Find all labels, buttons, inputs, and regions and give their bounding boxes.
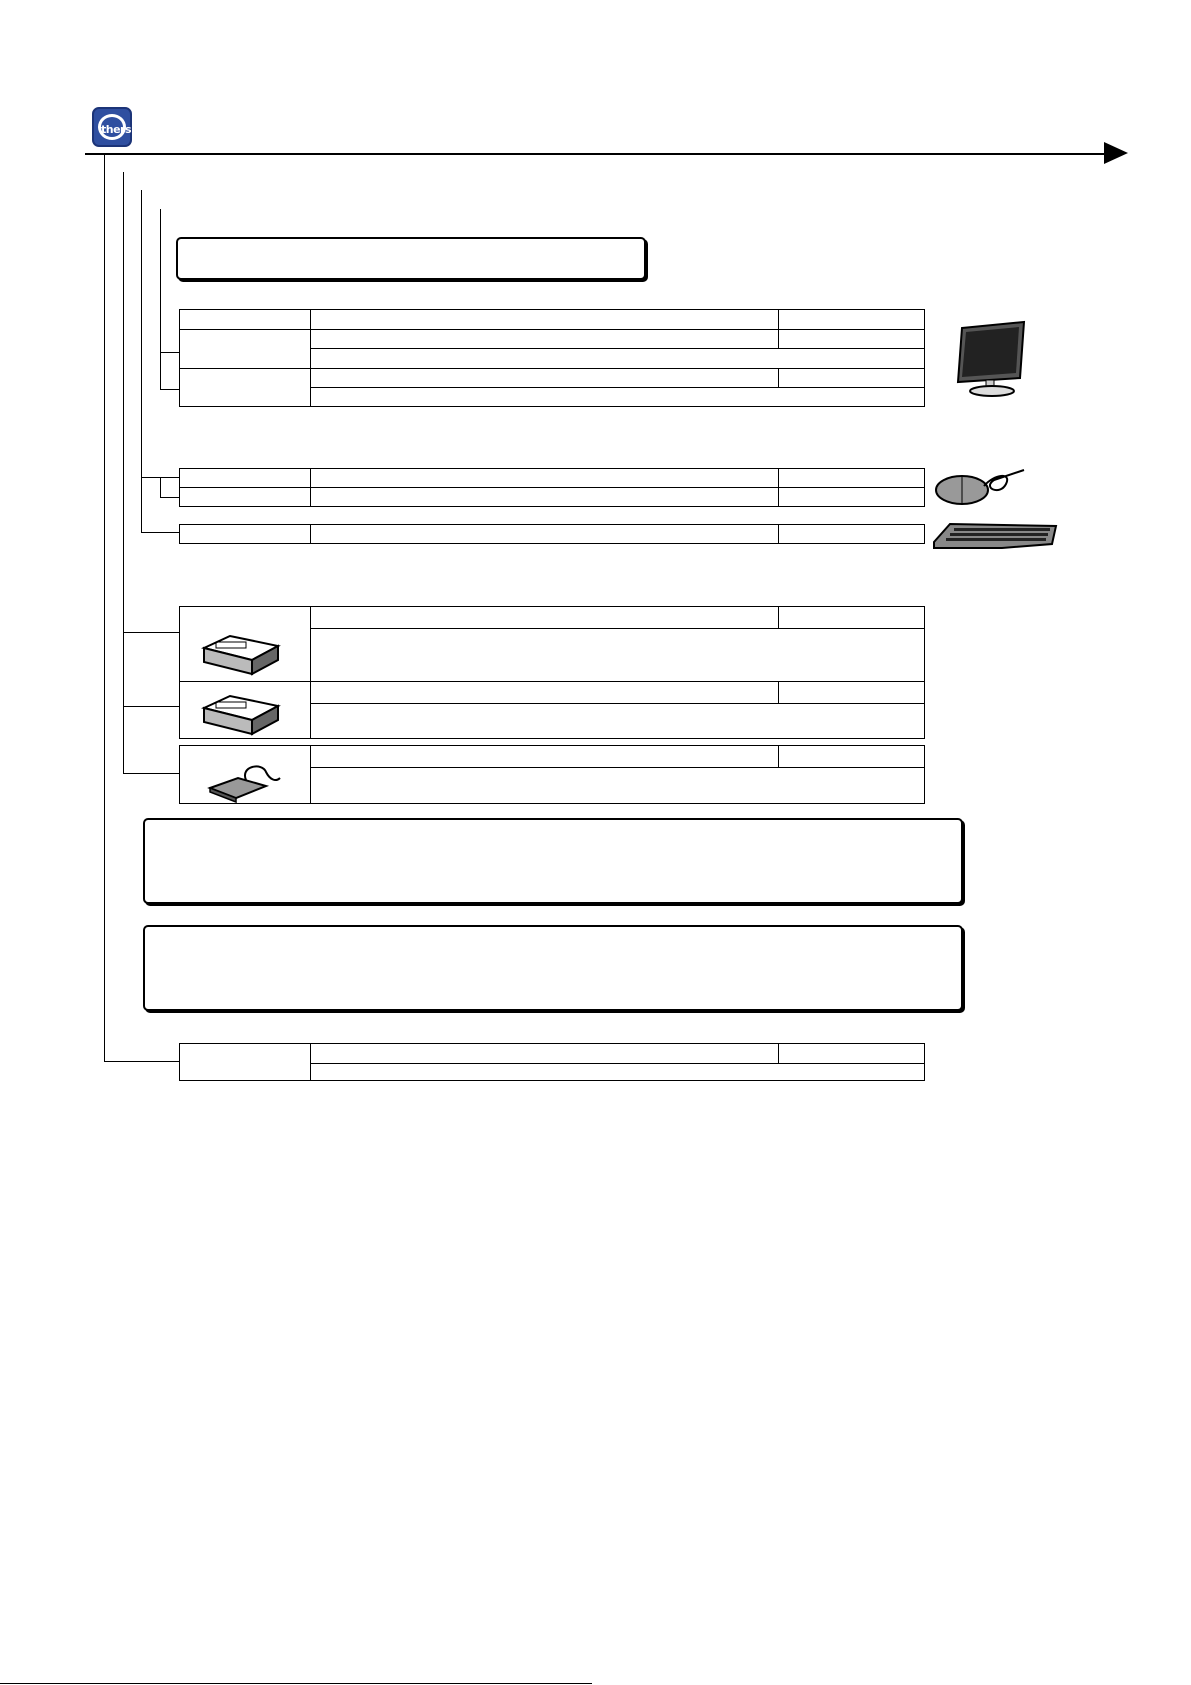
others-logo xyxy=(92,107,132,147)
external-floppy-icon xyxy=(206,762,284,804)
tree-branch-drive-a xyxy=(123,632,180,633)
tree-branch-mouse-sub xyxy=(160,497,180,498)
note-box-2 xyxy=(143,925,963,1011)
keyboard-icon xyxy=(932,520,1060,552)
mouse-table xyxy=(179,468,925,507)
tree-branch-bottom xyxy=(104,1061,180,1062)
tree-line-level3 xyxy=(141,190,142,532)
drive-table-a xyxy=(179,606,925,683)
floppy-table xyxy=(179,745,925,804)
mouse-icon xyxy=(934,466,1030,508)
monitor-table xyxy=(179,309,925,407)
keyboard-table xyxy=(179,524,925,544)
arrow-right-icon xyxy=(1104,142,1128,164)
tree-branch-drive-b xyxy=(123,706,180,707)
footer-rule xyxy=(0,1683,592,1684)
tree-branch-monitor-b xyxy=(160,389,180,390)
logo-text: thers xyxy=(101,123,132,136)
tree-line-mouse-sub xyxy=(160,477,161,497)
monitor-icon xyxy=(950,320,1030,398)
tree-branch-keyboard xyxy=(141,532,180,533)
drive-bay-icon xyxy=(200,694,282,740)
bottom-table xyxy=(179,1043,925,1081)
drive-table-b xyxy=(179,681,925,739)
section-heading-box xyxy=(176,237,646,280)
tree-line-root xyxy=(104,154,105,1061)
tree-branch-monitor-a xyxy=(160,352,180,353)
tree-line-level4 xyxy=(160,209,161,389)
note-box-1 xyxy=(143,818,963,904)
drive-bay-icon xyxy=(200,634,282,680)
tree-branch-floppy xyxy=(123,773,180,774)
main-timeline xyxy=(85,153,1110,155)
tree-line-level2 xyxy=(123,172,124,774)
